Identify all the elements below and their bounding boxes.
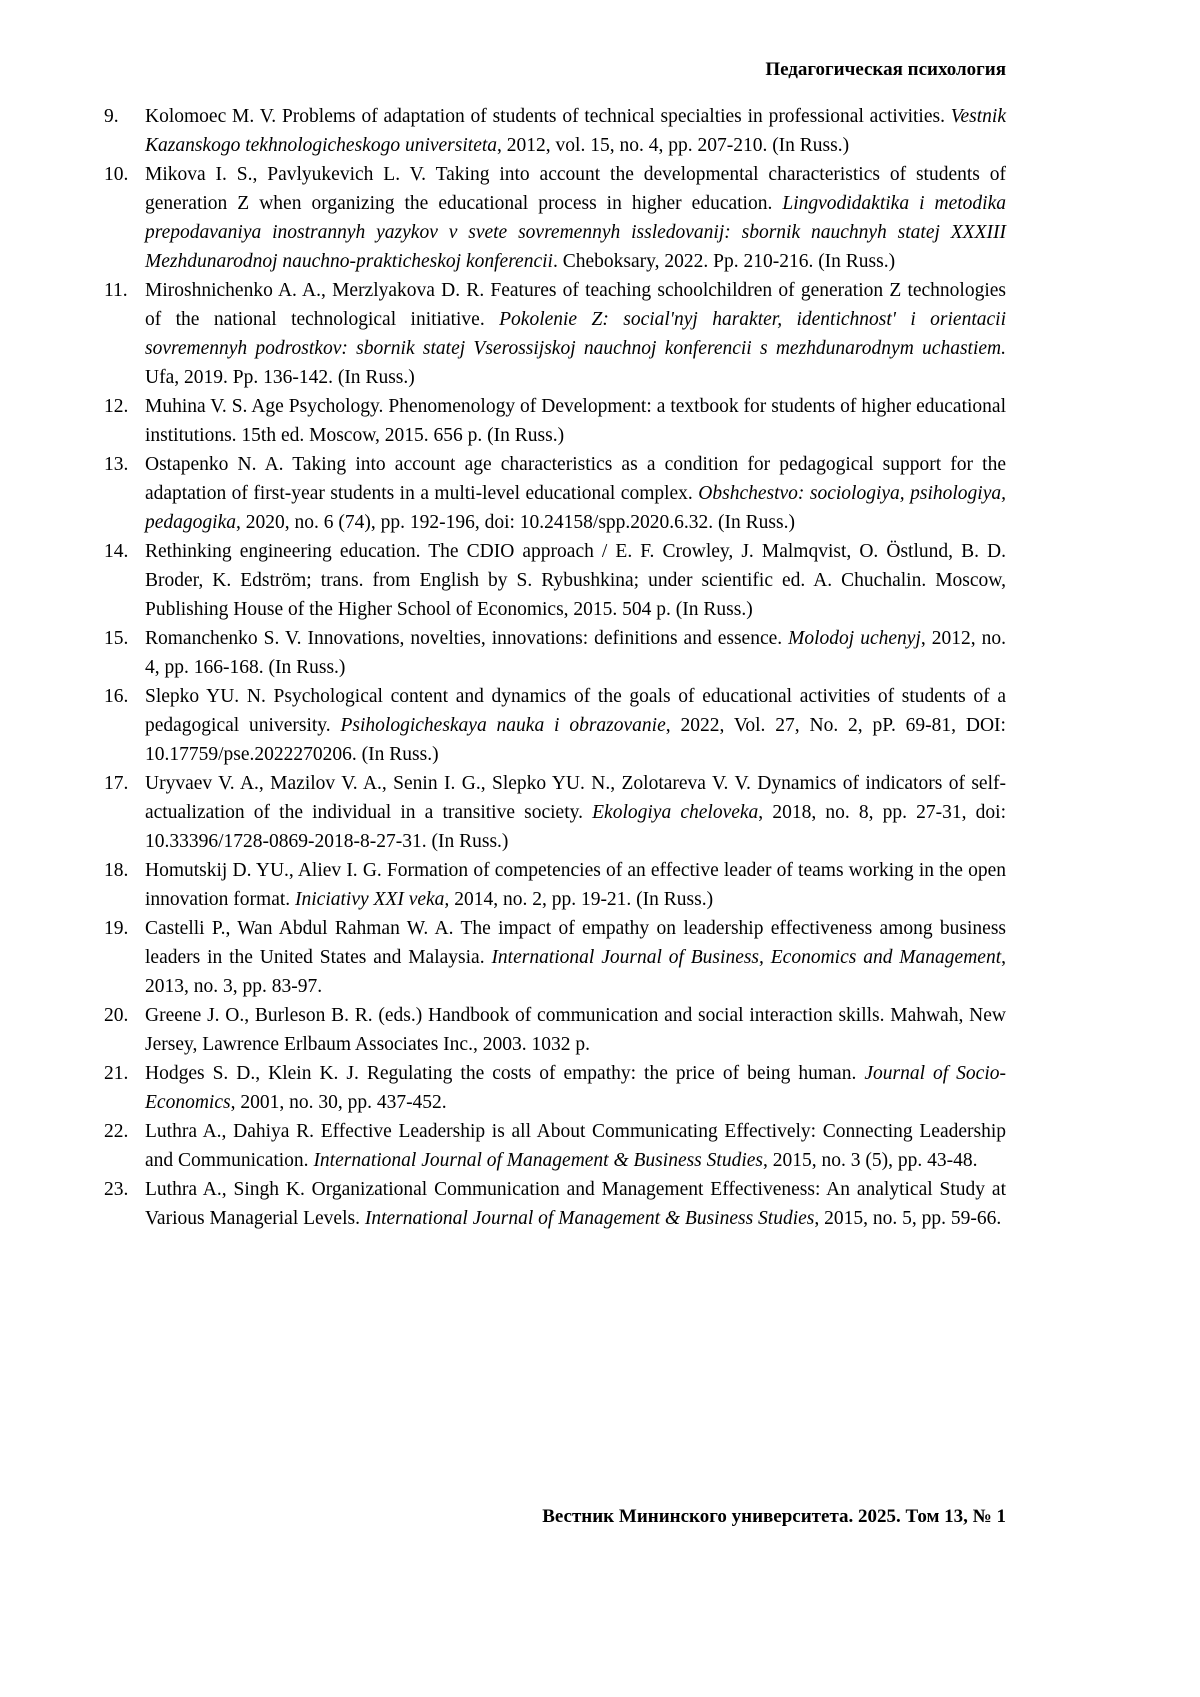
reference-number: 18. [104, 860, 129, 881]
reference-plain-text: Uryvaev V. A., Mazilov V. A., Senin I. G., Slepko YU. N., Zolotareva V. V. Dynamics of indicators of self-actualization of the individual in a transitive society. [145, 773, 1006, 823]
reference-plain-text: Greene J. O., Burleson B. R. (eds.) Handbook of communication and social interaction skills. Mahwah, New Jersey, Lawrence Erlbaum Associates Inc., 2003. 1032 p. [145, 1005, 1006, 1055]
reference-item [104, 1175, 1006, 1233]
reference-text [145, 769, 1006, 856]
journal-footer: Вестник Мининского университета. 2025. Том 13, № 1 [542, 1506, 1006, 1527]
reference-plain-text: Rethinking engineering education. The CDIO approach / E. F. Crowley, J. Malmqvist, O. Östlund, B. D. Broder, K. Edström; trans. from English by S. Rybushkina; under scientific ed. A. Chuchalin. Moscow, Publishing House of the Higher School of Economics, 2015. 504 p. (In Russ.) [145, 541, 1006, 620]
reference-text [145, 160, 1006, 276]
reference-item [104, 682, 1006, 769]
reference-source-italic: Vestnik Kazanskogo tekhnologicheskogo universiteta [145, 106, 1006, 156]
reference-plain-text: , 2012, no. 4, pp. 166-168. (In Russ.) [145, 628, 1006, 678]
reference-text [145, 450, 1006, 537]
reference-source-italic: Ekologiya cheloveka [592, 802, 759, 823]
reference-item [104, 1117, 1006, 1175]
reference-plain-text: , 2015, no. 5, pp. 59-66. [814, 1208, 1002, 1229]
reference-source-italic: International Journal of Business, Economics and Management [491, 947, 1002, 968]
reference-plain-text: Slepko YU. N. Psychological content and dynamics of the goals of educational activities of students of a pedagogical university. [145, 686, 1006, 736]
reference-source-italic: International Journal of Management & Business Studies [364, 1208, 815, 1229]
reference-plain-text: Muhina V. S. Age Psychology. Phenomenology of Development: a textbook for students of higher educational institutions. 15th ed. Moscow, 2015. 656 p. (In Russ.) [145, 396, 1006, 446]
reference-plain-text: , 2015, no. 3 (5), pp. 43-48. [762, 1150, 978, 1171]
reference-plain-text: 2014, no. 2, pp. 19-21. (In Russ.) [449, 889, 714, 910]
reference-number: 9. [104, 106, 119, 127]
reference-text [145, 914, 1006, 1001]
reference-plain-text: Romanchenko S. V. Innovations, novelties, innovations: definitions and essence. [145, 628, 789, 649]
reference-text [145, 682, 1006, 769]
reference-item [104, 624, 1006, 682]
reference-number: 23. [104, 1179, 129, 1200]
reference-plain-text: , 2020, no. 6 (74), pp. 192-196, doi: 10.24158/spp.2020.6.32. (In Russ.) [235, 512, 795, 533]
reference-source-italic: Psihologicheskaya nauka i obrazovanie [340, 715, 666, 736]
reference-plain-text: , 2012, vol. 15, no. 4, pp. 207-210. (In Russ.) [497, 135, 850, 156]
reference-number: 13. [104, 454, 129, 475]
reference-number: 15. [104, 628, 129, 649]
reference-text [145, 537, 1006, 624]
reference-item [104, 537, 1006, 624]
reference-text [145, 392, 1006, 450]
reference-item [104, 914, 1006, 1001]
reference-plain-text: , 2013, no. 3, pp. 83-97. [145, 947, 1006, 997]
reference-plain-text: Ufa, 2019. Pp. 136-142. (In Russ.) [145, 367, 415, 388]
reference-item [104, 392, 1006, 450]
reference-number: 11. [104, 280, 128, 301]
reference-plain-text: Kolomoec M. V. Problems of adaptation of students of technical specialties in professional activities. [145, 106, 951, 127]
reference-number: 20. [104, 1005, 129, 1026]
reference-plain-text: Mikova I. S., Pavlyukevich L. V. Taking into account the developmental characteristics of students of generation Z when organizing the educational process in higher education. [145, 164, 1006, 214]
reference-plain-text: Homutskij D. YU., Aliev I. G. Formation of competencies of an effective leader of teams working in the open innovation format. [145, 860, 1006, 910]
reference-number: 12. [104, 396, 129, 417]
reference-text [145, 1059, 1006, 1117]
reference-source-italic: Obshchestvo: sociologiya, psihologiya, pedagogika [145, 483, 1006, 533]
section-header: Педагогическая психология [765, 59, 1006, 80]
reference-plain-text: Miroshnichenko A. A., Merzlyakova D. R. Features of teaching schoolchildren of generation Z technologies of the national technological initiative. [145, 280, 1006, 330]
reference-text [145, 1117, 1006, 1175]
reference-item [104, 1059, 1006, 1117]
reference-text [145, 1175, 1006, 1233]
reference-number: 21. [104, 1063, 129, 1084]
reference-plain-text: , 2001, no. 30, pp. 437-452. [230, 1092, 447, 1113]
reference-source-italic: International Journal of Management & Business Studies [313, 1150, 763, 1171]
reference-plain-text: Luthra A., Dahiya R. Effective Leadership is all About Communicating Effectively: Connecting Leadership and Communication. [145, 1121, 1006, 1171]
reference-item [104, 1001, 1006, 1059]
reference-text [145, 276, 1006, 392]
reference-item [104, 160, 1006, 276]
reference-item [104, 450, 1006, 537]
reference-source-italic: Pokolenie Z: social'nyj harakter, identichnost' i orientacii sovremennyh podrostkov: sbornik statej Vserossijskoj nauchnoj konferencii s mezhdunarodnym uchastiem. [145, 309, 1006, 359]
reference-plain-text: , 2018, no. 8, pp. 27-31, doi: 10.33396/1728-0869-2018-8-27-31. (In Russ.) [145, 802, 1006, 852]
reference-number: 22. [104, 1121, 129, 1142]
reference-number: 14. [104, 541, 129, 562]
reference-text [145, 624, 1006, 682]
reference-source-italic: Iniciativy XXI veka, [295, 889, 450, 910]
reference-item [104, 769, 1006, 856]
reference-text [145, 102, 1006, 160]
reference-source-italic: Molodoj uchenyj [788, 628, 921, 649]
reference-list [104, 102, 1006, 1233]
reference-item [104, 856, 1006, 914]
reference-item [104, 102, 1006, 160]
reference-source-italic: Lingvodidaktika i metodika prepodavaniya inostrannyh yazykov v svete sovremennyh issledovanij: sbornik nauchnyh statej XXXIII Mezhdunarodnoj nauchno-prakticheskoj konferencii [145, 193, 1006, 272]
reference-plain-text: . Cheboksary, 2022. Pp. 210-216. (In Russ.) [552, 251, 896, 272]
reference-plain-text: Luthra A., Singh K. Organizational Communication and Management Effectiveness: An analytical Study at Various Managerial Levels. [145, 1179, 1006, 1229]
reference-plain-text: , 2022, Vol. 27, No. 2, pP. 69-81, DOI: 10.17759/pse.2022270206. (In Russ.) [145, 715, 1006, 765]
reference-number: 10. [104, 164, 129, 185]
reference-number: 19. [104, 918, 129, 939]
reference-plain-text: Hodges S. D., Klein K. J. Regulating the costs of empathy: the price of being human. [145, 1063, 865, 1084]
reference-number: 16. [104, 686, 129, 707]
reference-plain-text: Castelli P., Wan Abdul Rahman W. A. The impact of empathy on leadership effectiveness among business leaders in the United States and Malaysia. [145, 918, 1006, 968]
reference-text [145, 1001, 1006, 1059]
reference-item [104, 276, 1006, 392]
reference-number: 17. [104, 773, 129, 794]
reference-source-italic: Journal of Socio-Economics [145, 1063, 1006, 1113]
reference-plain-text: Ostapenko N. A. Taking into account age characteristics as a condition for pedagogical support for the adaptation of first-year students in a multi-level educational complex. [145, 454, 1006, 504]
reference-text [145, 856, 1006, 914]
